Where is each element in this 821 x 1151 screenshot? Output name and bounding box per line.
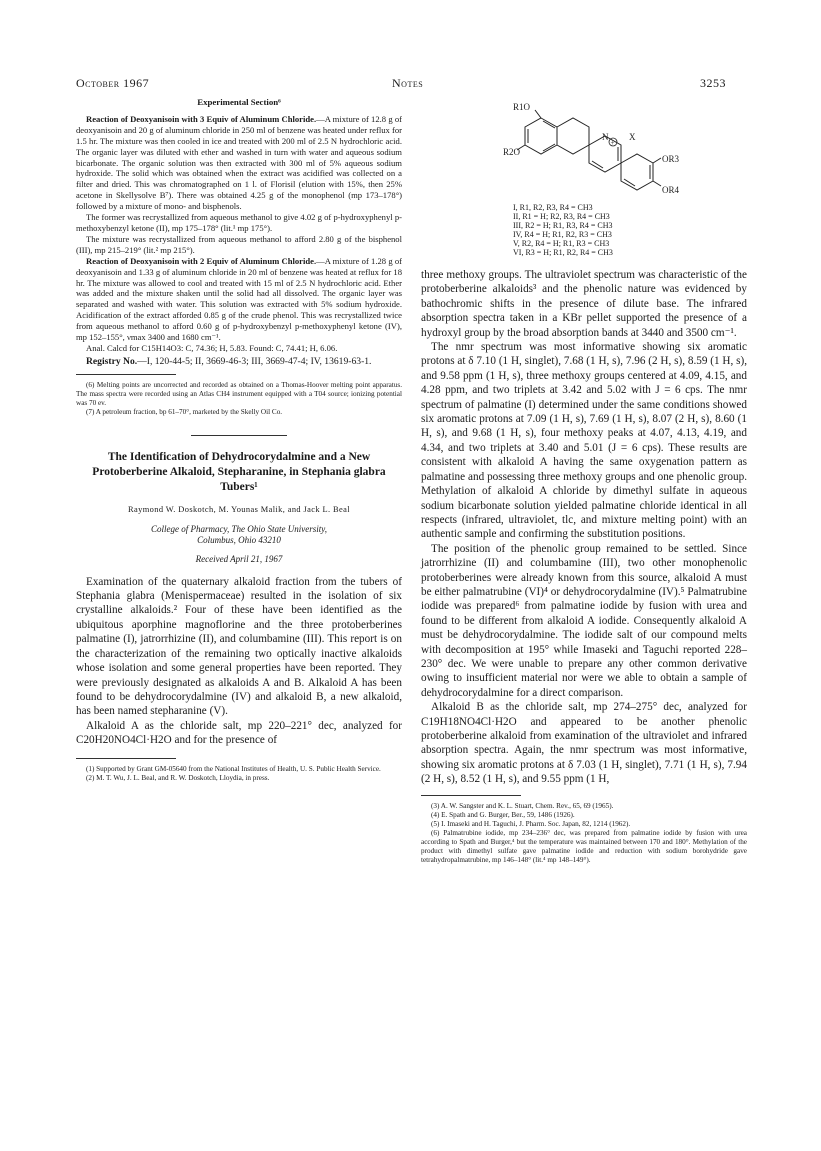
- article-authors: Raymond W. Doskotch, M. Younas Malik, and Jack L. Beal: [128, 504, 350, 514]
- experimental-paragraph: Reaction of Deoxyanisoin with 3 Equiv of Aluminum Chloride.—A mixture of 12.8 g of deoxyanisoin and 20 g of aluminum chloride in 250 ml of benzene was heated under reflux for 1.5 hr. The mixture was then cooled in ice and treated with 200 ml of 2.5 N hydrochloric acid. The organic layer was diluted with ether and washed in turn with water and aqueous sodium bicarbonate. The organic solution was then extracted with 300 ml of 5% aqueous sodium hydroxide. The solid which was obtained when the extract was acidified was collected on a filter and dried. This was chromatographed on 1 l. of Florisil (elution with 15%, then 25% acetone in Skellysolve B⁷). There was obtained 4.25 g of the monophenol (mp 173–178°) followed by a mixture of mono- and bisphenols.: [76, 113, 403, 212]
- body-paragraph: three methoxy groups. The ultraviolet spectrum was characteristic of the protoberberine alkaloids³ and the phenolic nature was evidenced by bathochromic shifts in the presence of dilute base. The infrared absorption spectra taken in a KBr pellet supported the presence of a hydroxyl group by the broad absorption bands at 3440 and 3500 cm⁻¹.: [421, 269, 747, 339]
- experimental-paragraph: The mixture was recrystallized from aqueous methanol to afford 2.80 g of the bisphenol (III), mp 215–219° (lit.² mp 215°).: [76, 233, 402, 255]
- right-column: [421, 268, 747, 865]
- received-date: Received April 21, 1967: [195, 553, 283, 564]
- body-paragraph: The position of the phenolic group remained to be settled. Since jatrorrhizine (II) and columbamine (III), two other monophenolic protoberberines were already known from this source, alkaloid A must be either palmatrubine (VI)⁴ or dehydrocorydalmine (IV).⁵ Palmatrubine iodide was prepared⁶ from palmatine iodide by fusion with urea and found to be different from alkaloid A iodide. Consequently alkaloid A must be dehydrocorydalmine. The iodide salt of our compound melts with decomposition at 195° while Imaseki and Taguchi reported 228–230° dec. We were unable to prepare any other common derivative owing to insufficient material nor were we able to obtain a sample of dehydrocorydalmine for a direct comparison.: [421, 542, 747, 699]
- footnote: (4) E. Spath and G. Burger, Ber., 59, 1486 (1926).: [431, 810, 575, 819]
- running-header-date: October 1967: [76, 76, 150, 90]
- compound-item: VI, R3 = H; R1, R2, R4 = CH3: [513, 247, 613, 257]
- left-column: [76, 97, 402, 783]
- footnote: (6) Palmatrubine iodide, mp 234–236° dec, was prepared from palmatine iodide by fusion with urea according to Spath and Burger,⁴ but the temperature was maintained between 170 and 180°. Methylation of the product with dimethyl sulfate gave palmatine iodide and reduction with sodium borohydride gave tetrahydropalmatrubine, mp 146–148° (lit.⁴ mp 148–149°).: [421, 828, 747, 864]
- page-number: 3253: [700, 76, 726, 90]
- registry-paragraph: Registry No.—I, 120-44-5; II, 3669-46-3; III, 3669-47-4; IV, 13619-63-1.: [86, 355, 372, 367]
- running-header-section: Notes: [392, 76, 424, 90]
- compound-item: I, R1, R2, R3, R4 = CH3: [513, 203, 593, 212]
- article-title: The Identification of Dehydrocorydalmine and a New Protoberberine Alkaloid, Stepharanine, in Stephania glabra Tubers¹: [92, 450, 386, 493]
- r1o-label: R1O: [513, 102, 531, 112]
- compound-item: II, R1 = H; R2, R3, R4 = CH3: [513, 211, 610, 221]
- analysis-paragraph: Anal. Calcd for C15H14O3: C, 74.36; H, 5.83. Found: C, 74.41; H, 6.06.: [86, 342, 338, 353]
- nitrogen-label: N: [602, 132, 609, 142]
- or3-label: OR3: [662, 154, 680, 164]
- footnote-rule: [421, 795, 521, 796]
- svg-text:+: +: [610, 139, 615, 147]
- intro-paragraph: Examination of the quaternary alkaloid fraction from the tubers of Stephania glabra (Menispermaceae) resulted in the isolation of six crystalline alkaloids.² Four of these have been identified as the ubiquitous aporphine magnoflorine and the three protoberberines palmatine (I), jatrorrhizine (II), and columbamine (III). This report is on the characterization of the remaining two optically inactive alkaloids whose isolation and some general properties have been reported. They were previously designated as alkaloids A and B. Alkaloid A has been found to be dehydrocorydalmine (IV) and alkaloid B, a new alkaloid, has been named stepharanine (V).: [76, 575, 402, 718]
- body-paragraph: The nmr spectrum was most informative showing six aromatic protons at δ 7.10 (1 H, singlet), 7.68 (1 H, s), 7.96 (2 H, s), 8.59 (1 H, s), and 9.58 ppm (1 H, s), three methoxy groups centered at 4.09, 4.15, and 4.28 ppm, and two triplets at 3.42 and 5.02 with J = 6 cps. The nmr spectrum of palmatine (I) determined under the same conditions showed six aromatic protons at 7.09 (1 H, s), 7.69 (1 H, s), 8.07 (2 H, s), 8.60 (1 H, s), and 9.68 (1 H, s), four methoxy peaks at 4.07, 4.13, 4.19, and 4.34, and two triplets at 3.40 and 5.01 (J = 6 cps). These results are consistent with alkaloid A having the same oxygenation pattern as palmatine and possessing three methoxy groups and one phenolic group. Methylation of alkaloid A chloride by dimethyl sulfate in aqueous sodium bicarbonate solution yielded palmatine chloride identical in all respects (infrared, ultraviolet, tlc, and mixture melting point) with an authentic sample and confirming the substitution positions.: [421, 341, 747, 541]
- footnote: (5) I. Imaseki and H. Taguchi, J. Pharm. Soc. Japan, 82, 1214 (1962).: [431, 819, 631, 828]
- counterion-label: X: [629, 132, 636, 142]
- r2o-label: R2O: [503, 147, 521, 157]
- protoberberine-structure: [505, 100, 695, 204]
- compound-list: [513, 204, 613, 257]
- footnote: (7) A petroleum fraction, bp 61–70°, marketed by the Skelly Oil Co.: [86, 407, 283, 416]
- section-title: Experimental Section⁶: [197, 97, 281, 107]
- intro-paragraph: Alkaloid A as the chloride salt, mp 220–221° dec, analyzed for C20H20NO4Cl·H2O and for the presence of: [76, 719, 402, 747]
- compound-item: V, R2, R4 = H; R1, R3 = CH3: [513, 238, 610, 248]
- footnote-rule: [76, 758, 176, 759]
- footnote: (2) M. T. Wu, J. L. Beal, and R. W. Doskotch, Lloydia, in press.: [86, 773, 270, 782]
- footnote: (3) A. W. Sangster and K. L. Stuart, Chem. Rev., 65, 69 (1965).: [431, 801, 614, 810]
- footnote: (1) Supported by Grant GM-05640 from the National Institutes of Health, U. S. Public Health Service.: [86, 764, 381, 773]
- footnote-rule: [76, 374, 176, 375]
- experimental-paragraph: The former was recrystallized from aqueous methanol to give 4.02 g of p-hydroxyphenyl p-methoxybenzyl ketone (II), mp 175–178° (lit.¹ mp 175°).: [76, 212, 402, 233]
- footnote: (6) Melting points are uncorrected and recorded as obtained on a Thomas-Hoover melting point apparatus. The mass spectra were recorded using an Atlas CH4 instrument equipped with a T04 source; ionizing potential was 70 ev.: [76, 380, 402, 407]
- article-affiliation: College of Pharmacy, The Ohio State University, Columbus, Ohio 43210: [151, 523, 327, 545]
- article-divider: [191, 435, 287, 436]
- compound-item: IV, R4 = H; R1, R2, R3 = CH3: [513, 229, 612, 239]
- or4-label: OR4: [662, 185, 680, 195]
- compound-item: III, R2 = H; R1, R3, R4 = CH3: [513, 220, 613, 230]
- experimental-paragraph: Reaction of Deoxyanisoin with 2 Equiv of Aluminum Chloride.—A mixture of 1.28 g of deoxyanisoin and 1.33 g of aluminum chloride in 20 ml of benzene was heated at reflux for 18 hr. The mixture was allowed to cool and treated with 15 ml of 2.5 N hydrochloric acid. Ether was added and the mixture shaken until the solid had all dissolved. The organic layer was separated and washed with water. This solution was extracted with 5% sodium hydroxide. Acidification of the extract afforded 0.85 g of the crude phenol. This was recrystallized twice from aqueous methanol to afford 0.60 g of p-hydroxybenzyl p-methoxyphenyl ketone (IV), mp 152–155°, νmax 3400 and 1680 cm⁻¹.: [76, 255, 403, 343]
- body-paragraph: Alkaloid B as the chloride salt, mp 274–275° dec, analyzed for C19H18NO4Cl·H2O and appeared to be another phenolic protoberberine alkaloid from examination of the ultraviolet and infrared absorption spectra. Again, the nmr spectrum was most informative, showing six aromatic protons at δ 7.03 (1 H, singlet), 7.71 (1 H, s), 7.94 (2 H, s), 8.52 (1 H, s), and 9.55 ppm (1 H,: [421, 701, 747, 786]
